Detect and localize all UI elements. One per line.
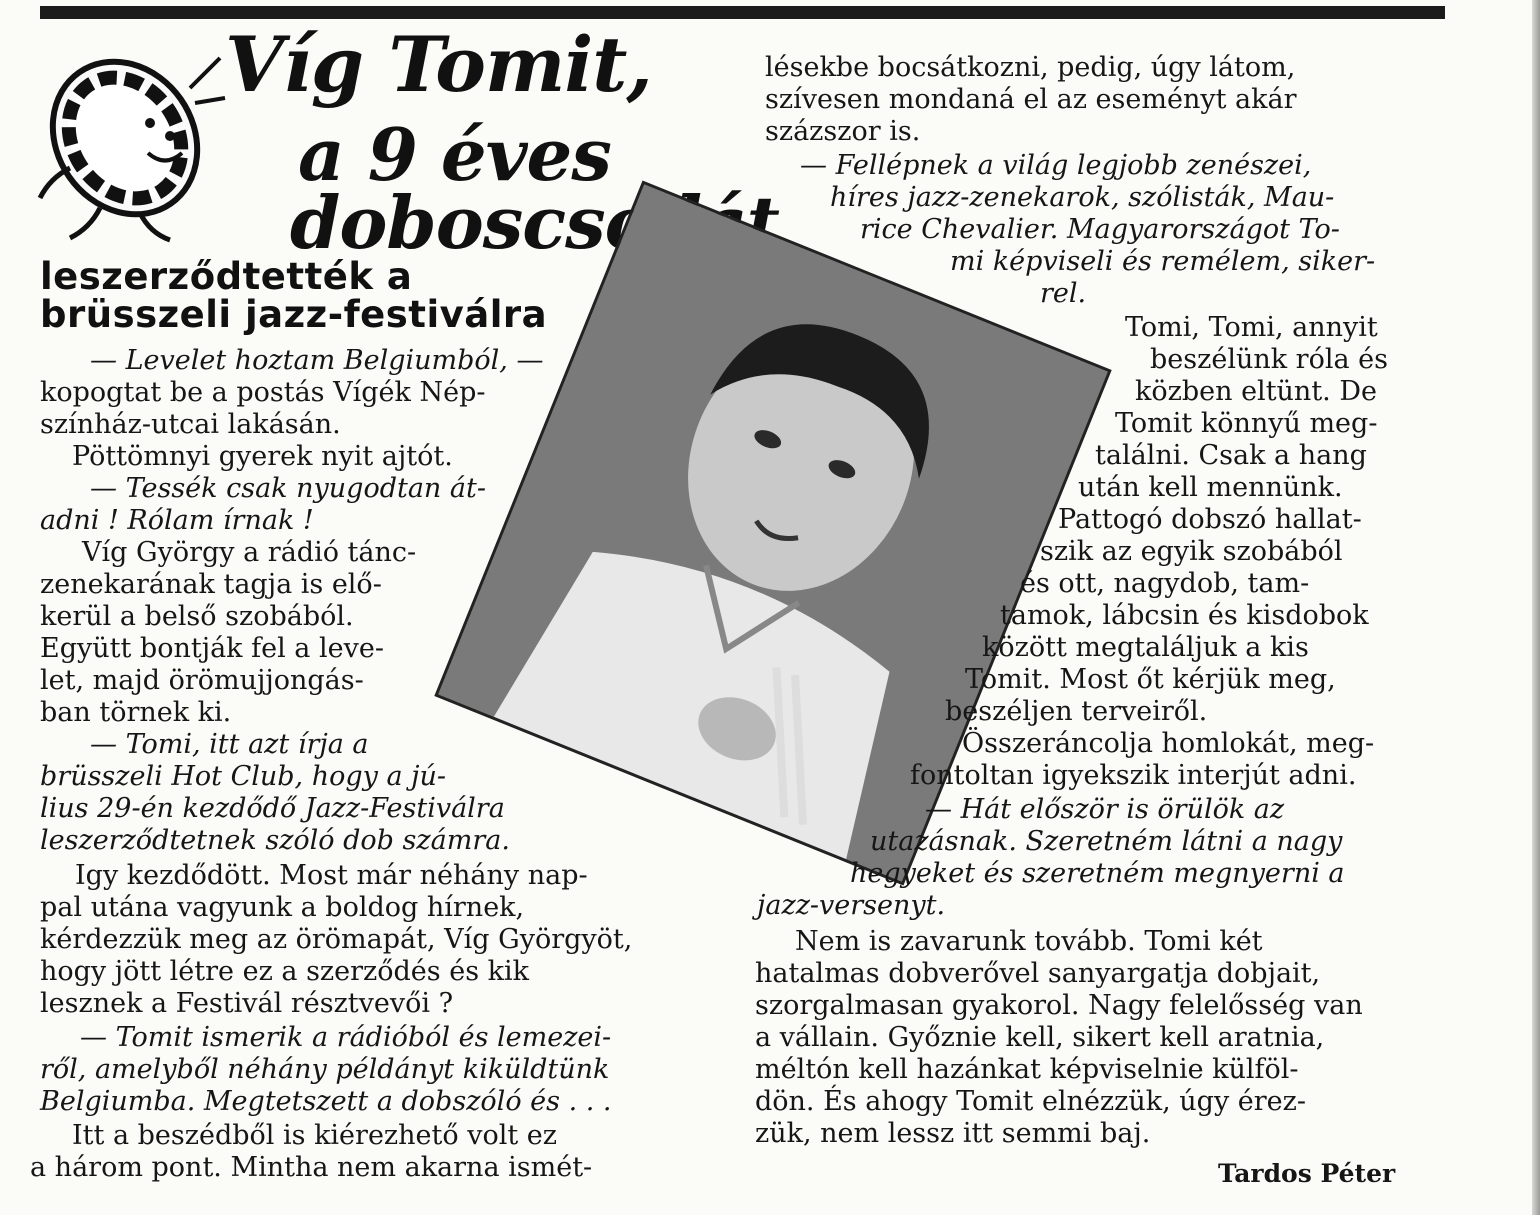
right-line-33: dön. És ahogy Tomit elnézzük, úgy érez-: [755, 1086, 1307, 1117]
left-line-26: a három pont. Mintha nem akarna ismét-: [30, 1152, 593, 1183]
left-line-5: — Tessék csak nyugodtan át-: [90, 473, 486, 504]
headline-line-3: doboscsodát: [290, 180, 779, 265]
left-line-13: — Tomi, itt azt írja a: [90, 729, 369, 760]
left-line-14: brüsszeli Hot Club, hogy a jú-: [40, 761, 447, 792]
left-line-20: hogy jött létre ez a szerződés és kik: [40, 956, 529, 987]
right-line-21: beszéljen terveiről.: [945, 696, 1208, 727]
right-line-4: — Fellépnek a világ legjobb zenészei,: [800, 150, 1312, 181]
right-line-16: szik az egyik szobából: [1040, 536, 1343, 567]
left-line-3: színház-utcai lakásán.: [40, 409, 341, 440]
right-line-29: hatalmas dobverővel sanyargatja dobjait,: [755, 958, 1321, 989]
subheadline-line-1: leszerződtették a: [40, 255, 413, 298]
left-line-18: pal utána vagyunk a boldog hírnek,: [40, 892, 525, 923]
left-line-4: Pöttömnyi gyerek nyit ajtót.: [72, 441, 453, 472]
left-line-17: Igy kezdődött. Most már néhány nap-: [75, 860, 588, 891]
left-line-8: zenekarának tagja is elő-: [40, 569, 382, 600]
right-line-32: méltón kell hazánkat képviselnie külföl-: [755, 1054, 1299, 1085]
left-line-10: Együtt bontják fel a leve-: [40, 633, 384, 664]
left-line-21: lesznek a Festivál résztvevői ?: [40, 988, 454, 1019]
right-line-26: hegyeket és szeretném megnyerni a: [850, 858, 1345, 889]
author-signature: Tardos Péter: [1218, 1159, 1396, 1188]
right-line-15: Pattogó dobszó hallat-: [1058, 504, 1362, 535]
left-line-16: leszerződtetnek szóló dob számra.: [40, 825, 510, 856]
right-line-28: Nem is zavarunk tovább. Tomi két: [795, 926, 1263, 957]
left-line-9: kerül a belső szobából.: [40, 601, 354, 632]
left-line-2: kopogtat be a postás Vígék Nép-: [40, 377, 486, 408]
left-line-1: — Levelet hoztam Belgiumból, —: [90, 345, 544, 376]
right-line-20: Tomit. Most őt kérjük meg,: [965, 664, 1336, 695]
left-line-19: kérdezzük meg az örömapát, Víg Györgyöt,: [40, 924, 633, 955]
right-line-11: közben eltünt. De: [1135, 376, 1377, 407]
right-line-3: százszor is.: [765, 116, 921, 147]
right-line-17: és ott, nagydob, tam-: [1020, 568, 1310, 599]
right-line-19: között megtaláljuk a kis: [982, 632, 1309, 663]
right-line-9: Tomi, Tomi, annyit: [1125, 312, 1378, 343]
right-line-23: fontoltan igyekszik interjút adni.: [910, 760, 1357, 791]
right-line-13: találni. Csak a hang: [1095, 440, 1367, 471]
headline-line-1: Víg Tomit,: [225, 20, 652, 109]
subheadline-line-2: brüsszeli jazz-festiválra: [40, 293, 548, 336]
left-line-24: Belgiumba. Megtetszett a dobszóló és . . .: [40, 1086, 612, 1117]
right-line-25: utazásnak. Szeretném látni a nagy: [870, 826, 1343, 857]
left-line-6: adni ! Rólam írnak !: [40, 505, 314, 536]
right-line-10: beszélünk róla és: [1150, 344, 1388, 375]
right-line-24: — Hát először is örülök az: [925, 794, 1285, 825]
right-line-34: zük, nem lessz itt semmi baj.: [755, 1118, 1151, 1149]
right-line-1: lésekbe bocsátkozni, pedig, úgy látom,: [765, 52, 1296, 83]
right-line-12: Tomit könnyű meg-: [1115, 408, 1378, 439]
right-line-22: Összeráncolja homlokát, meg-: [962, 728, 1375, 759]
page-edge: [1532, 0, 1540, 1215]
right-line-8: rel.: [1040, 278, 1087, 309]
drum-illustration-icon: [30, 28, 230, 248]
top-rule: [40, 6, 1445, 19]
left-line-11: let, majd örömujjongás-: [40, 665, 364, 696]
right-line-6: rice Chevalier. Magyarországot To-: [860, 214, 1340, 245]
left-line-7: Víg György a rádió tánc-: [82, 537, 417, 568]
right-line-31: a vállain. Győznie kell, sikert kell aratnia,: [755, 1022, 1325, 1053]
right-line-30: szorgalmasan gyakorol. Nagy felelősség van: [755, 990, 1363, 1021]
right-line-27: jazz-versenyt.: [757, 890, 946, 921]
left-line-15: lius 29-én kezdődő Jazz-Festiválra: [40, 793, 505, 824]
left-line-12: ban törnek ki.: [40, 697, 232, 728]
right-line-5: híres jazz-zenekarok, szólisták, Mau-: [830, 182, 1335, 213]
left-line-22: — Tomit ismerik a rádióból és lemezei-: [80, 1022, 612, 1053]
right-line-2: szívesen mondaná el az eseményt akár: [765, 84, 1297, 115]
headline-line-2: a 9 éves: [298, 112, 611, 197]
right-line-14: után kell mennünk.: [1078, 472, 1343, 503]
right-line-7: mi képviseli és remélem, siker-: [950, 246, 1376, 277]
right-line-18: tamok, lábcsin és kisdobok: [1000, 600, 1369, 631]
left-line-25: Itt a beszédből is kiérezhető volt ez: [72, 1120, 557, 1151]
left-line-23: ről, amelyből néhány példányt kiküldtünk: [40, 1054, 610, 1085]
